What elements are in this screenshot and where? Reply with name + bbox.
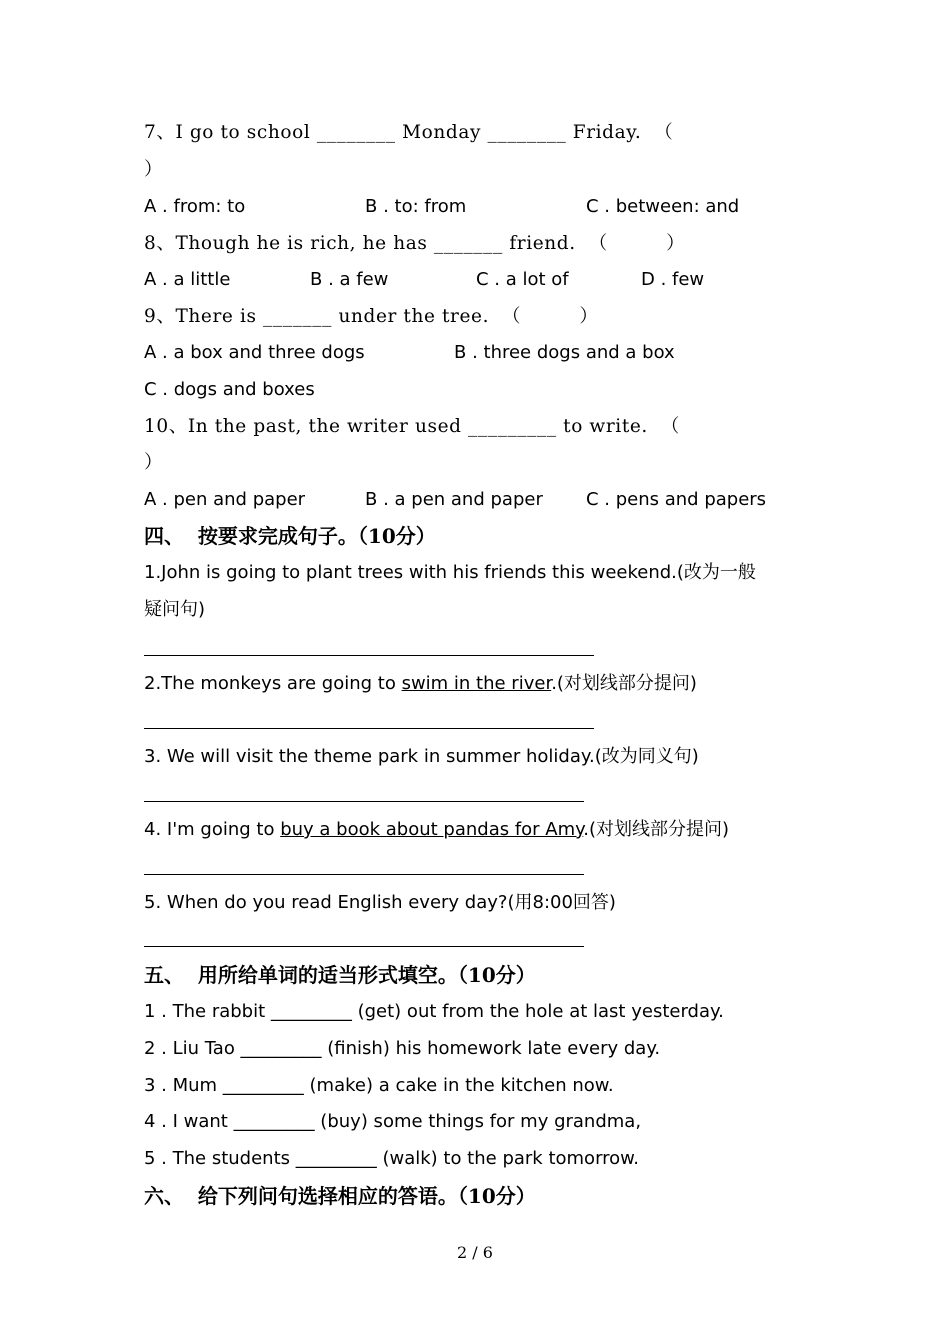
section-5-item-4: 4 . I want _________ (buy) some things for my grandma,: [144, 1111, 642, 1132]
section-4-item-2: [144, 672, 697, 696]
section-4-item-4-before: 4. I'm going to: [144, 819, 281, 840]
section-4-item-2-before: 2.The monkeys are going to: [144, 673, 402, 694]
question-10-option-a: A . pen and paper: [144, 489, 306, 510]
section-4-item-5: 5. When do you read English every day?(用8:00回答): [144, 892, 616, 913]
question-8-option-b: B . a few: [310, 269, 389, 290]
question-9-option-a: A . a box and three dogs: [144, 342, 365, 363]
question-7-option-a: A . from: to: [144, 196, 246, 217]
question-8-option-a: A . a little: [144, 269, 231, 290]
question-10-option-c: C . pens and papers: [586, 489, 767, 510]
question-9-stem: 9、There is _______ under the tree. （ ）: [144, 306, 599, 327]
section-4-item-4: [144, 818, 729, 842]
question-9-option-c: C . dogs and boxes: [144, 379, 315, 400]
question-8-option-c: C . a lot of: [476, 269, 569, 290]
section-6-title: 六、 给下列问句选择相应的答语。（10分）: [144, 1184, 536, 1208]
answer-line-4: [144, 874, 584, 875]
section-4-item-2-after: .(对划线部分提问): [551, 673, 697, 694]
section-5-item-2: 2 . Liu Tao _________ (finish) his homework late every day.: [144, 1038, 661, 1059]
question-8-option-d: D . few: [641, 269, 705, 290]
page-number: 2 / 6: [457, 1243, 493, 1262]
section-4-item-1-line-2: 疑问句): [144, 599, 206, 620]
section-5-item-3: 3 . Mum _________ (make) a cake in the kitchen now.: [144, 1075, 614, 1096]
question-10-stem: 10、In the past, the writer used _________ to write. （: [144, 416, 680, 437]
question-7-option-c: C . between: and: [586, 196, 740, 217]
question-7-paren-close: ）: [144, 159, 164, 180]
section-5-item-5: 5 . The students _________ (walk) to the park tomorrow.: [144, 1148, 639, 1169]
question-8-stem: 8、Though he is rich, he has _______ friend. （ ）: [144, 233, 686, 254]
question-9-option-b: B . three dogs and a box: [454, 342, 675, 363]
question-7-stem: 7、I go to school ________ Monday ________ Friday. （: [144, 122, 674, 143]
section-5-item-1: 1 . The rabbit _________ (get) out from the hole at last yesterday.: [144, 1001, 724, 1022]
answer-line-1: [144, 655, 594, 656]
question-7-option-b: B . to: from: [365, 196, 467, 217]
answer-line-3: [144, 801, 584, 802]
section-4-item-3: 3. We will visit the theme park in summer holiday.(改为同义句): [144, 746, 699, 767]
question-10-paren-close: ）: [144, 452, 164, 473]
answer-line-2: [144, 728, 594, 729]
section-4-item-4-underlined: buy a book about pandas for Amy: [280, 819, 584, 840]
question-10-option-b: B . a pen and paper: [365, 489, 543, 510]
section-4-item-2-underlined: swim in the river: [401, 673, 552, 694]
section-4-title: 四、 按要求完成句子。（10分）: [144, 524, 436, 548]
answer-line-5: [144, 946, 584, 947]
section-4-item-4-after: .(对划线部分提问): [583, 819, 730, 840]
section-4-item-1-line-1: 1.John is going to plant trees with his friends this weekend.(改为一般: [144, 562, 756, 583]
section-5-title: 五、 用所给单词的适当形式填空。（10分）: [144, 963, 536, 987]
